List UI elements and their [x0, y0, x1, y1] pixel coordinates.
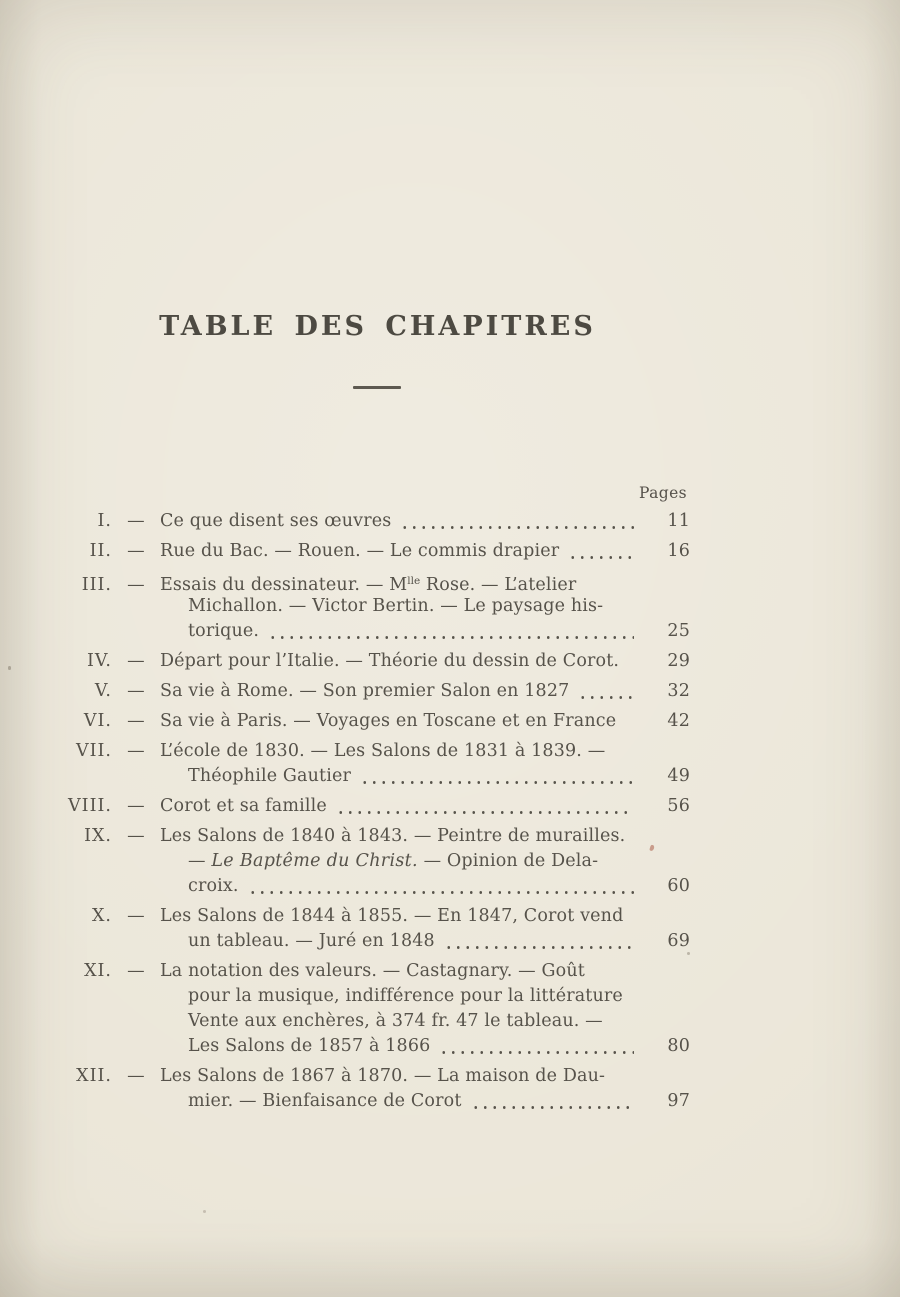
toc-line	[65, 849, 690, 874]
toc-line	[65, 1009, 690, 1034]
toc-line	[65, 709, 690, 734]
entry-text	[160, 539, 559, 564]
entry-dash-separator: —	[127, 575, 145, 595]
entry-text	[160, 1034, 430, 1059]
dot-leader	[576, 679, 634, 704]
paper-speck	[8, 666, 11, 670]
text-segment: Les Salons de 1857 à 1866	[188, 1036, 431, 1056]
text-segment: Départ pour l’Italie. — Théorie du dessin de Corot.	[160, 651, 620, 671]
toc-line	[65, 984, 690, 1009]
page-title: TABLE DES CHAPITRES	[159, 311, 596, 343]
toc-line	[65, 929, 690, 954]
text-segment: un tableau. — Juré en 1848	[188, 931, 435, 951]
text-segment: Corot et sa famille	[160, 796, 327, 816]
text-segment: Ce que disent ses œuvres	[160, 511, 392, 531]
toc-line	[65, 679, 690, 704]
superscript-abbreviation: lle	[407, 575, 421, 587]
entry-text	[160, 929, 435, 954]
toc-entry	[65, 539, 690, 564]
entry-numeral: IV.	[86, 651, 112, 671]
entry-text	[160, 874, 239, 899]
toc-line	[65, 509, 690, 534]
toc-line	[65, 739, 690, 764]
entry-numeral: V.	[94, 681, 112, 701]
toc-line	[65, 619, 690, 644]
text-segment: Les Salons de 1867 à 1870. — La maison de Dau-	[160, 1066, 606, 1086]
toc-line	[65, 1089, 690, 1114]
toc-entry	[65, 509, 690, 534]
text-segment: Rue du Bac. — Rouen. — Le commis drapier	[160, 541, 560, 561]
entry-text	[160, 904, 623, 929]
dot-leader	[334, 794, 634, 819]
text-segment: Les Salons de 1844 à 1855. — En 1847, Corot vend	[160, 906, 624, 926]
text-segment: mier. — Bienfaisance de Corot	[188, 1091, 462, 1111]
text-segment: Vente aux enchères, à 374 fr. 47 le tableau. —	[188, 1011, 603, 1031]
dot-leader	[246, 874, 634, 899]
entry-numeral: XI.	[84, 961, 112, 981]
toc-line	[65, 649, 690, 674]
entry-numeral: II.	[89, 541, 112, 561]
toc-entry	[65, 709, 690, 734]
toc-entry	[65, 1064, 690, 1114]
text-segment: L’école de 1830. — Les Salons de 1831 à 1839. —	[160, 741, 606, 761]
dot-leader	[469, 1089, 634, 1114]
entry-text	[160, 739, 605, 764]
entry-dash-separator: —	[127, 511, 145, 531]
paper-speck	[203, 1210, 206, 1213]
text-segment: — Opinion de Dela-	[417, 851, 599, 871]
entry-numeral: VI.	[83, 711, 112, 731]
text-segment: Michallon. — Victor Bertin. — Le paysage his-	[188, 596, 604, 616]
title-divider	[353, 386, 401, 389]
entry-text	[160, 509, 391, 534]
dot-leader	[437, 1034, 634, 1059]
toc-entry	[65, 959, 690, 1059]
toc-line	[65, 794, 690, 819]
entry-numeral: VIII.	[68, 796, 112, 816]
text-segment: Sa vie à Paris. — Voyages en Toscane et en France	[160, 711, 617, 731]
entry-numeral: X.	[91, 906, 112, 926]
toc-entry	[65, 824, 690, 899]
text-segment: torique.	[188, 621, 260, 641]
dot-leader	[566, 539, 634, 564]
page-number: 80	[667, 1036, 690, 1056]
text-segment: La notation des valeurs. — Castagnary. — Goût	[160, 961, 585, 981]
entry-numeral: IX.	[84, 826, 112, 846]
work-title-italic: Le Baptême du Christ.	[211, 851, 418, 871]
toc-entry	[65, 904, 690, 954]
text-segment: Les Salons de 1840 à 1843. — Peintre de murailles.	[160, 826, 626, 846]
entry-dash-separator: —	[127, 741, 145, 761]
entry-dash-separator: —	[127, 796, 145, 816]
entry-dash-separator: —	[127, 681, 145, 701]
entry-dash-separator: —	[127, 1066, 145, 1086]
entry-text	[160, 824, 625, 849]
entry-text	[160, 984, 623, 1009]
page-number: 69	[667, 931, 690, 951]
entry-text	[160, 594, 603, 619]
toc-line	[65, 904, 690, 929]
entry-text	[160, 849, 598, 874]
entry-numeral: I.	[97, 511, 112, 531]
toc-line	[65, 1064, 690, 1089]
text-segment: croix.	[188, 876, 239, 896]
dot-leader	[266, 619, 634, 644]
text-segment: —	[188, 851, 212, 871]
toc-line	[65, 569, 690, 594]
page-number: 25	[667, 621, 690, 641]
page-number: 97	[667, 1091, 690, 1111]
toc-entry	[65, 679, 690, 704]
entry-dash-separator: —	[127, 651, 145, 671]
toc-line	[65, 824, 690, 849]
page-number: 11	[667, 511, 690, 531]
text-segment: Rose. — L’atelier	[420, 575, 577, 595]
page-number: 49	[667, 766, 690, 786]
entry-text	[160, 649, 619, 674]
entry-text	[160, 959, 585, 984]
toc-entry	[65, 794, 690, 819]
entry-text	[160, 1009, 603, 1034]
entry-numeral: VII.	[75, 741, 112, 761]
text-segment: Essais du dessinateur. — M	[160, 575, 408, 595]
page-number: 56	[667, 796, 690, 816]
text-segment: Théophile Gautier	[188, 766, 352, 786]
toc-entry	[65, 739, 690, 789]
entry-text	[160, 794, 327, 819]
page-number: 60	[667, 876, 690, 896]
entry-text	[160, 619, 259, 644]
toc-line	[65, 959, 690, 984]
text-segment: pour la musique, indifférence pour la littérature	[188, 986, 623, 1006]
toc-line	[65, 1034, 690, 1059]
entry-text	[160, 764, 351, 789]
page-number: 16	[667, 541, 690, 561]
entry-dash-separator: —	[127, 711, 145, 731]
entry-text	[160, 709, 616, 734]
entry-text	[160, 1064, 605, 1089]
dot-leader	[398, 509, 634, 534]
entry-text	[160, 1089, 462, 1114]
toc-entry	[65, 649, 690, 674]
entry-numeral: XII.	[76, 1066, 112, 1086]
entry-dash-separator: —	[127, 906, 145, 926]
page-number: 32	[667, 681, 690, 701]
entry-dash-separator: —	[127, 541, 145, 561]
toc-line	[65, 874, 690, 899]
entry-numeral: III.	[81, 575, 112, 595]
dot-leader	[442, 929, 634, 954]
entry-text	[160, 679, 569, 704]
dot-leader	[358, 764, 634, 789]
table-of-contents	[65, 509, 690, 1114]
toc-line	[65, 764, 690, 789]
page-number: 42	[667, 711, 690, 731]
entry-dash-separator: —	[127, 961, 145, 981]
toc-line	[65, 539, 690, 564]
page-number: 29	[667, 651, 690, 671]
toc-entry	[65, 569, 690, 644]
text-segment: Sa vie à Rome. — Son premier Salon en 1827	[160, 681, 570, 701]
pages-column-label: Pages	[638, 484, 687, 502]
entry-dash-separator: —	[127, 826, 145, 846]
